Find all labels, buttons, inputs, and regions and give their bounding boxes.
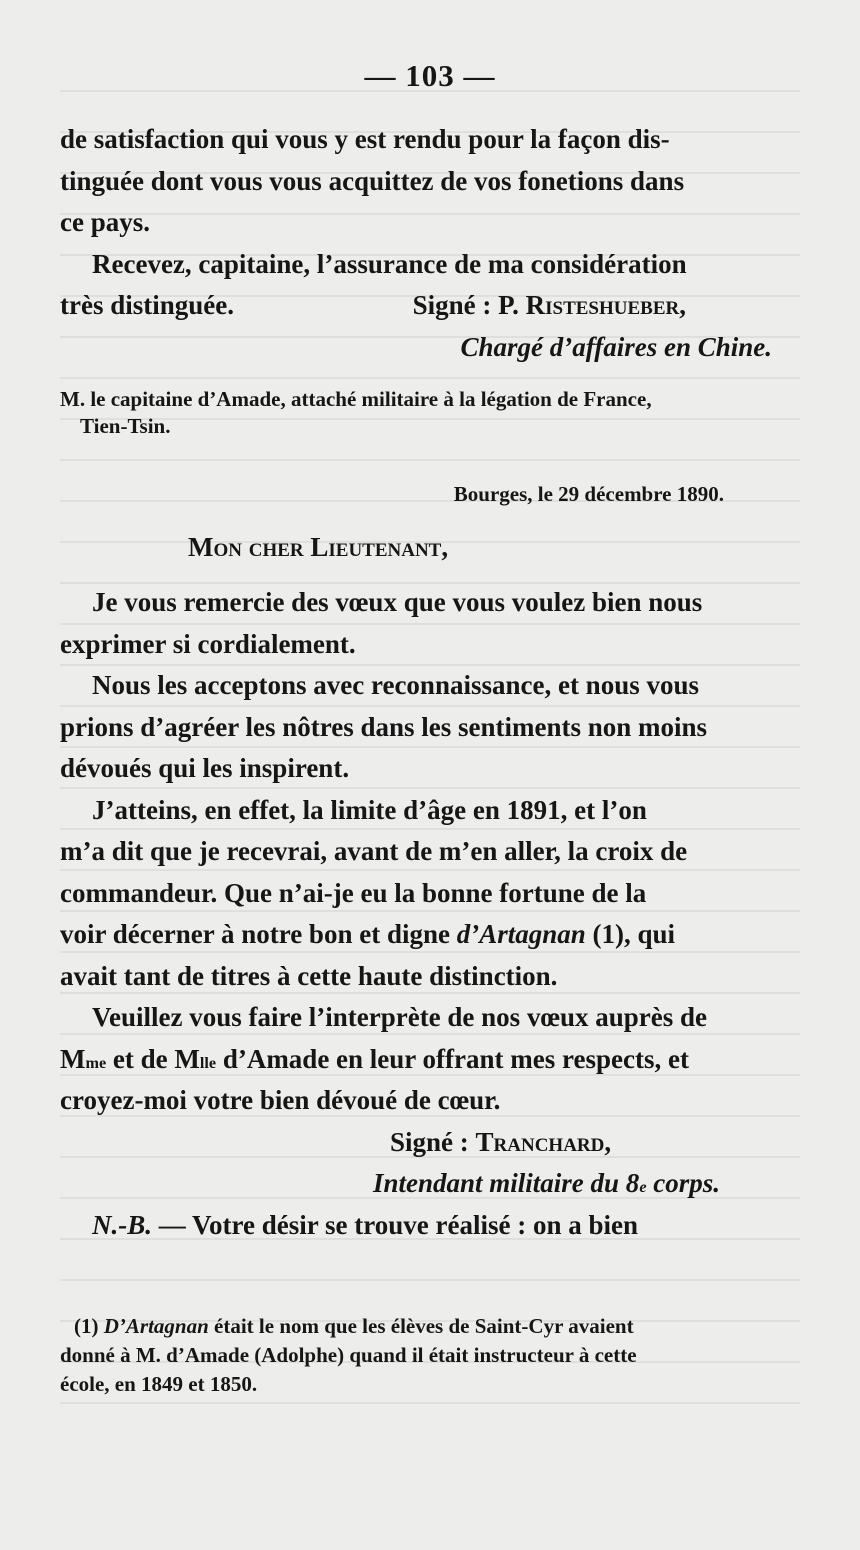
text-fragment: (1), qui <box>592 919 676 949</box>
page-number: — 103 — <box>364 58 496 93</box>
letter2-text <box>60 582 772 1246</box>
text-line: m’a dit que je recevrai, avant de m’en aller, la croix de <box>60 836 688 866</box>
signed-prefix: Signé : <box>390 1126 469 1157</box>
footnote-line: école, en 1849 et 1850. <box>60 1372 258 1396</box>
nb-line <box>60 1205 772 1247</box>
text-fragment: était le nom que les élèves de Saint-Cyr avaient <box>214 1314 634 1338</box>
signer-name: Tranchard, <box>475 1126 612 1157</box>
addressee-line: Tien-Tsin. <box>80 414 171 438</box>
artagnan-name: d’Artagnan <box>456 919 586 949</box>
text-line: Recevez, capitaine, l’assurance de ma considération <box>92 248 687 279</box>
salutation: Mon cher Lieutenant, <box>188 532 449 562</box>
text-fragment: d’Amade en leur offrant mes respects, et <box>222 1043 689 1074</box>
superscript: lle <box>199 1053 217 1072</box>
text-fragment: Intendant militaire du 8 <box>373 1168 640 1198</box>
text-line: prions d’agréer les nôtres dans les sentiments non moins <box>60 711 708 742</box>
nb-label: N.-B. <box>92 1209 152 1240</box>
text-fragment: et de M <box>112 1043 200 1074</box>
text-line: ce pays. <box>60 207 150 237</box>
footnote-line: donné à M. d’Amade (Adolphe) quand il était instructeur à cette <box>60 1343 637 1367</box>
text-line: J’atteins, en effet, la limite d’âge en 1891, et l’on <box>92 794 647 825</box>
signer-title <box>60 1163 772 1205</box>
text-line: de satisfaction qui vous y est rendu pour la façon dis- <box>60 124 670 154</box>
addressee <box>60 386 772 440</box>
signer-name: Risteshueber, <box>525 290 686 320</box>
letter1-text <box>60 119 772 368</box>
text-line: croyez-moi votre bien dévoué de cœur. <box>60 1085 501 1115</box>
text-fragment: voir décerner à notre bon et digne <box>60 919 450 949</box>
text-line: dévoués qui les inspirent. <box>60 753 350 783</box>
footnote-line <box>60 1312 772 1341</box>
text-line: Nous les acceptons avec reconnaissance, et nous vous <box>92 670 699 700</box>
text-fragment: très distinguée. <box>60 290 234 320</box>
superscript: e <box>639 1178 647 1196</box>
text-line: tinguée dont vous vous acquittez de vos fonetions dans <box>60 165 685 196</box>
text-line: commandeur. Que n’ai-je eu la bonne fortune de la <box>60 877 647 908</box>
footnote-name: D’Artagnan <box>103 1314 209 1338</box>
footnote-marker: (1) <box>74 1314 99 1338</box>
text-line: avait tant de titres à cette haute distinction. <box>60 960 558 991</box>
text-fragment: corps. <box>653 1168 720 1198</box>
superscript: me <box>85 1053 107 1072</box>
signature <box>60 1122 772 1164</box>
text-line: Je vous remercie des vœux que vous voulez bien nous <box>92 587 703 617</box>
dateline: Bourges, le 29 décembre 1890. <box>453 482 724 506</box>
signature <box>413 285 686 327</box>
signature-line <box>60 285 772 327</box>
text-line <box>60 914 772 956</box>
signed-prefix: Signé : P. <box>412 290 519 320</box>
text-fragment: M <box>60 1043 86 1074</box>
addressee-line: M. le capitaine d’Amade, attaché militaire à la légation de France, <box>60 387 652 411</box>
signer-title: Chargé d’affaires en Chine. <box>460 331 772 362</box>
text-line <box>60 1039 772 1081</box>
text-fragment: — Votre désir se trouve réalisé : on a bien <box>158 1209 638 1240</box>
footnote <box>60 1312 772 1399</box>
text-line: Veuillez vous faire l’interprète de nos vœux auprès de <box>92 1002 707 1032</box>
text-line: exprimer si cordialement. <box>60 628 356 659</box>
